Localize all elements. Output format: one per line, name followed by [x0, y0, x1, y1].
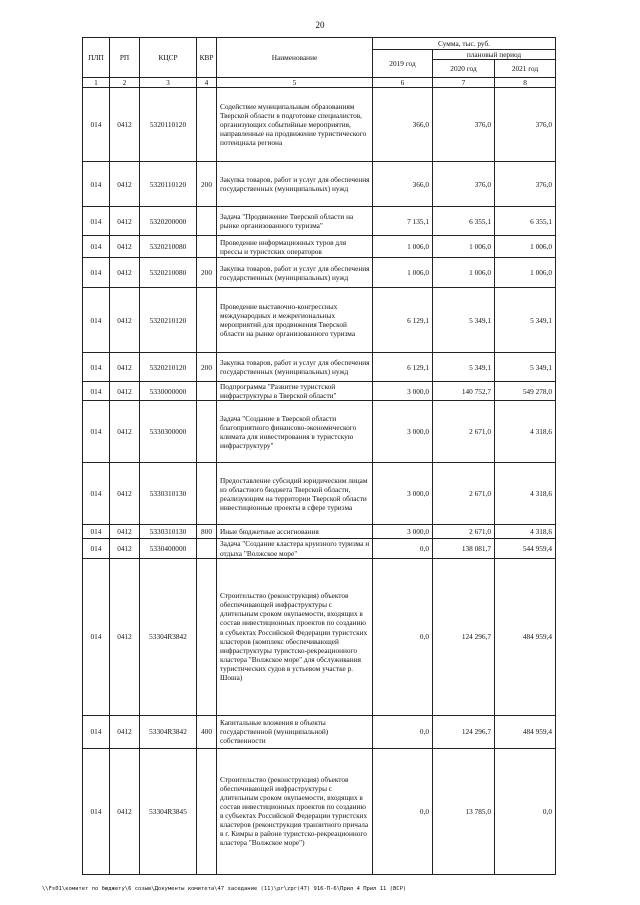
cell-rp: 0412 [110, 401, 140, 463]
cell-name: Задача "Создание кластера круизного туризма и отдыха "Волжское море" [217, 539, 373, 558]
cell-v2021: 4 318,6 [495, 401, 556, 463]
cell-plp: 014 [83, 382, 110, 401]
table-row [83, 353, 556, 382]
table-row [83, 162, 556, 207]
page-number: 20 [315, 20, 325, 30]
cell-rp: 0412 [110, 236, 140, 258]
header-kvr: КВР [197, 38, 217, 78]
cell-kcsr: 5330400000 [140, 539, 197, 558]
cell-name: Закупка товаров, работ и услуг для обеспечения государственных (муниципальных) нужд [217, 258, 373, 288]
cell-v2019: 6 129,1 [373, 353, 433, 382]
cell-plp: 014 [83, 525, 110, 539]
cell-kcsr: 5330310130 [140, 463, 197, 525]
cell-v2019: 366,0 [373, 88, 433, 162]
cell-kvr: 200 [197, 258, 217, 288]
cell-kvr: 200 [197, 162, 217, 207]
cell-kcsr: 53304R3842 [140, 715, 197, 748]
cell-kcsr: 53304R3845 [140, 748, 197, 874]
cell-kvr [197, 401, 217, 463]
cell-name: Подпрограмма "Развитие туристской инфраструктуры в Тверской области" [217, 382, 373, 401]
cell-kvr: 200 [197, 353, 217, 382]
cell-kvr [197, 88, 217, 162]
cell-v2020: 140 752,7 [433, 382, 495, 401]
header-plan-period: плановый период [433, 50, 556, 60]
cell-rp: 0412 [110, 288, 140, 353]
cell-kvr [197, 558, 217, 715]
cell-rp: 0412 [110, 207, 140, 236]
cell-v2021: 6 355,1 [495, 207, 556, 236]
cell-name: Строительство (реконструкция) объектов обеспечивающей инфраструктуры с длительным сроком окупаемости, входящих в состав инвестиционных проектов по созданию в субъектах Российской Федерации туристских кластеров (комплекс обеспечивающей инфраструктуры туристско-рекреационного кластера "Волжское море" для обслуживания туристических судов в устьевом участке р. Шоша) [217, 558, 373, 715]
table-row [83, 382, 556, 401]
col-number: 7 [433, 78, 495, 88]
cell-rp: 0412 [110, 162, 140, 207]
cell-plp: 014 [83, 258, 110, 288]
col-number: 1 [83, 78, 110, 88]
cell-v2021: 4 318,6 [495, 463, 556, 525]
table-row [83, 558, 556, 715]
cell-plp: 014 [83, 401, 110, 463]
cell-v2019: 1 006,0 [373, 236, 433, 258]
cell-kcsr: 5330300000 [140, 401, 197, 463]
col-number: 8 [495, 78, 556, 88]
cell-rp: 0412 [110, 525, 140, 539]
cell-v2021: 5 349,1 [495, 353, 556, 382]
header-rp: РП [110, 38, 140, 78]
col-number: 2 [110, 78, 140, 88]
cell-kvr [197, 748, 217, 874]
cell-name: Капитальные вложения в объекты государственной (муниципальной) собственности [217, 715, 373, 748]
cell-v2019: 3 000,0 [373, 463, 433, 525]
cell-rp: 0412 [110, 715, 140, 748]
cell-v2019: 0,0 [373, 558, 433, 715]
header-name: Наименование [217, 38, 373, 78]
cell-v2021: 549 278,0 [495, 382, 556, 401]
col-number: 4 [197, 78, 217, 88]
cell-v2021: 1 006,0 [495, 258, 556, 288]
table-row [83, 539, 556, 558]
cell-name: Задача "Создание в Тверской области благоприятного финансово-экономического климата для инвестирования в туристскую инфраструктуру" [217, 401, 373, 463]
cell-rp: 0412 [110, 539, 140, 558]
cell-v2020: 5 349,1 [433, 288, 495, 353]
cell-plp: 014 [83, 353, 110, 382]
cell-rp: 0412 [110, 382, 140, 401]
cell-plp: 014 [83, 288, 110, 353]
table-row [83, 715, 556, 748]
cell-rp: 0412 [110, 353, 140, 382]
cell-v2019: 3 000,0 [373, 382, 433, 401]
cell-v2020: 5 349,1 [433, 353, 495, 382]
cell-name: Проведение выставочно-конгрессных международных и межрегиональных мероприятий для продвижения Тверской области на рынке организованного туризма [217, 288, 373, 353]
cell-kcsr: 5320210080 [140, 236, 197, 258]
cell-name: Закупка товаров, работ и услуг для обеспечения государственных (муниципальных) нужд [217, 353, 373, 382]
budget-table [82, 37, 556, 875]
table-body [83, 88, 556, 874]
header-sum: Сумма, тыс. руб. [373, 38, 556, 50]
cell-v2019: 0,0 [373, 715, 433, 748]
cell-kvr [197, 236, 217, 258]
cell-v2020: 1 006,0 [433, 236, 495, 258]
cell-name: Задача "Продвижение Тверской области на рынке организованного туризма" [217, 207, 373, 236]
cell-v2019: 1 006,0 [373, 258, 433, 288]
table-row [83, 401, 556, 463]
cell-v2020: 2 671,0 [433, 401, 495, 463]
cell-v2021: 4 318,6 [495, 525, 556, 539]
table-row [83, 463, 556, 525]
cell-v2021: 5 349,1 [495, 288, 556, 353]
cell-v2020: 376,0 [433, 162, 495, 207]
cell-v2020: 13 785,0 [433, 748, 495, 874]
cell-v2020: 2 671,0 [433, 525, 495, 539]
cell-kvr [197, 463, 217, 525]
cell-v2021: 1 006,0 [495, 236, 556, 258]
cell-name: Закупка товаров, работ и услуг для обеспечения государственных (муниципальных) нужд [217, 162, 373, 207]
cell-name: Содействие муниципальным образованиям Тверской области в подготовке специалистов, организующих событийные мероприятия, направленные на продвижение туристического потенциала региона [217, 88, 373, 162]
header-year-2021: 2021 год [495, 60, 556, 78]
file-path-footer: \\Fs01\комитет по бюджету\6 созыв\Документы комитета\47 заседание (11)\pr\zpr(47) 916-П-6\Прил 4 Прил 11 (ВСР) [42, 886, 407, 892]
cell-v2021: 376,0 [495, 162, 556, 207]
cell-rp: 0412 [110, 748, 140, 874]
cell-v2019: 0,0 [373, 539, 433, 558]
cell-v2021: 544 959,4 [495, 539, 556, 558]
cell-v2019: 3 000,0 [373, 525, 433, 539]
table-row [83, 748, 556, 874]
cell-kcsr: 5330310130 [140, 525, 197, 539]
cell-v2019: 366,0 [373, 162, 433, 207]
cell-kvr [197, 207, 217, 236]
cell-plp: 014 [83, 539, 110, 558]
cell-plp: 014 [83, 207, 110, 236]
cell-kcsr: 5320210120 [140, 353, 197, 382]
table-row [83, 236, 556, 258]
cell-kcsr: 5320210080 [140, 258, 197, 288]
header-year-2020: 2020 год [433, 60, 495, 78]
cell-v2019: 3 000,0 [373, 401, 433, 463]
col-number: 6 [373, 78, 433, 88]
table-row [83, 88, 556, 162]
cell-plp: 014 [83, 236, 110, 258]
cell-v2020: 376,0 [433, 88, 495, 162]
cell-v2019: 7 135,1 [373, 207, 433, 236]
col-number: 5 [217, 78, 373, 88]
cell-plp: 014 [83, 162, 110, 207]
table-row [83, 525, 556, 539]
cell-kvr: 400 [197, 715, 217, 748]
cell-rp: 0412 [110, 558, 140, 715]
cell-v2020: 124 296,7 [433, 558, 495, 715]
cell-plp: 014 [83, 558, 110, 715]
cell-v2021: 0,0 [495, 748, 556, 874]
header-year-2019: 2019 год [373, 50, 433, 78]
col-number: 3 [140, 78, 197, 88]
cell-kcsr: 5330000000 [140, 382, 197, 401]
cell-v2021: 484 959,4 [495, 558, 556, 715]
cell-v2020: 6 355,1 [433, 207, 495, 236]
table-row [83, 288, 556, 353]
table-row [83, 207, 556, 236]
cell-v2020: 1 006,0 [433, 258, 495, 288]
header-kcsr: КЦСР [140, 38, 197, 78]
cell-kvr [197, 288, 217, 353]
cell-kcsr: 5320110120 [140, 88, 197, 162]
cell-v2020: 138 081,7 [433, 539, 495, 558]
cell-v2020: 124 296,7 [433, 715, 495, 748]
cell-v2021: 484 959,4 [495, 715, 556, 748]
cell-rp: 0412 [110, 463, 140, 525]
cell-rp: 0412 [110, 258, 140, 288]
cell-kvr [197, 539, 217, 558]
cell-name: Предоставление субсидий юридическим лицам из областного бюджета Тверской области, реализующим на территории Тверской области инвестиционные проекты в сфере туризма [217, 463, 373, 525]
cell-v2020: 2 671,0 [433, 463, 495, 525]
cell-rp: 0412 [110, 88, 140, 162]
cell-plp: 014 [83, 463, 110, 525]
cell-kvr [197, 382, 217, 401]
header-plp: ПЛП [83, 38, 110, 78]
cell-v2019: 0,0 [373, 748, 433, 874]
cell-kcsr: 53304R3842 [140, 558, 197, 715]
cell-v2019: 6 129,1 [373, 288, 433, 353]
cell-kcsr: 5320200000 [140, 207, 197, 236]
cell-name: Иные бюджетные ассигнования [217, 525, 373, 539]
table-row [83, 258, 556, 288]
cell-kvr: 800 [197, 525, 217, 539]
cell-plp: 014 [83, 715, 110, 748]
cell-name: Строительство (реконструкция) объектов обеспечивающей инфраструктуры с длительным сроком окупаемости, входящих в состав инвестиционных проектов по созданию в субъектах Российской Федерации туристских кластеров (реконструкция транзитного причала в г. Кимры в районе туристско-рекреационного кластера "Волжское море") [217, 748, 373, 874]
cell-plp: 014 [83, 748, 110, 874]
cell-kcsr: 5320210120 [140, 288, 197, 353]
cell-v2021: 376,0 [495, 88, 556, 162]
cell-name: Проведение информационных туров для прессы и туристских операторов [217, 236, 373, 258]
cell-plp: 014 [83, 88, 110, 162]
cell-kcsr: 5320110120 [140, 162, 197, 207]
